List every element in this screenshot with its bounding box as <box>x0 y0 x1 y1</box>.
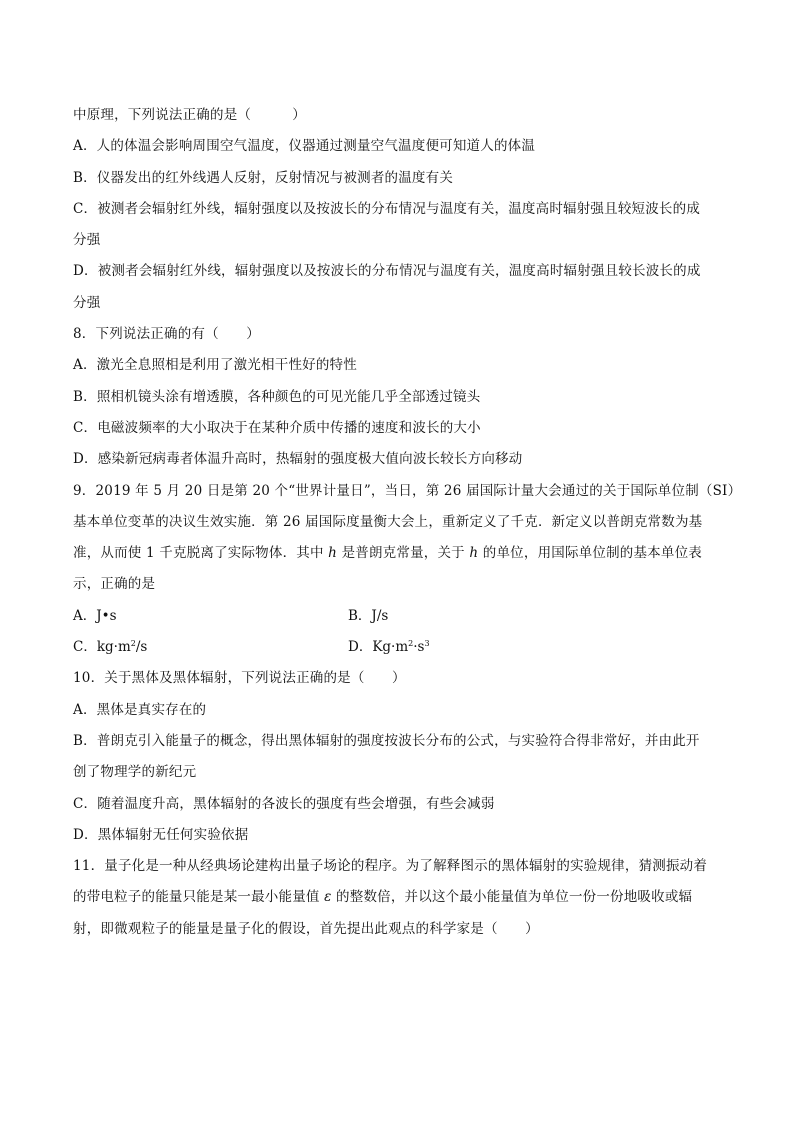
q8-stem: 8．下列说法正确的有（ ） <box>73 326 260 343</box>
q9-line3-pre: 准，从而使 1 千克脱离了实际物体．其中 <box>73 545 329 562</box>
q11-stem-line3: 射，即微观粒子的能量是量子化的假设，首先提出此观点的科学家是（ ） <box>73 920 539 937</box>
q10-option-b-line2: 创了物理学的新纪元 <box>73 764 197 781</box>
q7-option-a: A．人的体温会影响周围空气温度，仪器通过测量空气温度便可知道人的体温 <box>73 138 536 155</box>
planck-symbol-h: h <box>328 545 338 562</box>
q11-line2-post: 的整数倍，并以这个最小能量值为单位一份一份地吸收或辐 <box>331 889 693 906</box>
q9-options-row2 <box>73 632 723 663</box>
q9-option-d-exponent1: 2 <box>408 639 414 649</box>
q10-option-b-line1: B．普朗克引入能量子的概念，得出黑体辐射的强度按波长分布的公式，与实验符合得非常好，并由此开 <box>73 732 700 749</box>
epsilon-symbol: ε <box>324 889 332 906</box>
q8-option-b: B．照相机镜头涂有增透膜，各种颜色的可见光能几乎全部透过镜头 <box>73 388 481 405</box>
q9-option-c-base: C．kg·m <box>73 639 131 656</box>
q7-option-c-line1: C．被测者会辐射红外线，辐射强度以及按波长的分布情况与温度有关，温度高时辐射强且较短波长的成 <box>73 200 701 217</box>
q11-line2-pre: 的带电粒子的能量只能是某一最小能量值 <box>73 889 325 906</box>
q8-option-a: A．激光全息照相是利用了激光相干性好的特性 <box>73 357 357 374</box>
document-page <box>73 100 742 945</box>
q9-option-d <box>348 632 648 663</box>
q9-option-b: B．J/s <box>348 607 389 624</box>
q9-option-c-tail: /s <box>135 639 148 656</box>
q9-option-c <box>73 632 348 663</box>
q11-stem-line2 <box>73 882 723 913</box>
q7-option-b: B．仪器发出的红外线遇人反射，反射情况与被测者的温度有关 <box>73 169 454 186</box>
q7-option-c-line2: 分强 <box>73 232 101 249</box>
q10-option-d: D．黑体辐射无任何实验依据 <box>73 826 249 843</box>
q7-option-d-line1: D．被测者会辐射红外线，辐射强度以及按波长的分布情况与温度有关，温度高时辐射强且较长波长的成 <box>73 263 701 280</box>
q10-option-c: C．随着温度升高，黑体辐射的各波长的强度有些会增强，有些会减弱 <box>73 795 495 812</box>
q9-option-d-exponent2: 3 <box>424 639 430 649</box>
q11-stem-line1: 11．量子化是一种从经典场论建构出量子场论的程序。为了解释图示的黑体辐射的实验规律，猜测振动着 <box>73 858 708 875</box>
q8-option-d: D．感染新冠病毒者体温升高时，热辐射的强度极大值向波长较长方向移动 <box>73 451 523 468</box>
q9-option-a: A．J•s <box>73 607 117 624</box>
q9-stem-line1: 9．2019 年 5 月 20 日是第 20 个“世界计量日”，当日，第 26 届国际计量大会通过的关于国际单位制（SI） <box>73 482 742 499</box>
q10-option-a: A．黑体是真实存在的 <box>73 701 207 718</box>
q7-option-d-line2: 分强 <box>73 294 101 311</box>
q9-line3-post: 的单位，用国际单位制的基本单位表 <box>478 545 702 562</box>
q8-option-c: C．电磁波频率的大小取决于在某种介质中传播的速度和波长的大小 <box>73 419 481 436</box>
q7-stem-tail: 中原理，下列说法正确的是（ ） <box>73 107 306 123</box>
q9-line3-mid: 是普朗克常量，关于 <box>337 545 470 562</box>
q9-option-d-mid: ·s <box>413 639 425 656</box>
q9-option-d-base: D．Kg·m <box>348 639 409 656</box>
q9-stem-line2: 基本单位变革的决议生效实施．第 26 届国际度量衡大会上，重新定义了千克．新定义以普朗克常数为基 <box>73 513 703 530</box>
q9-stem-line3 <box>73 538 723 569</box>
planck-symbol-h-2: h <box>469 545 479 562</box>
q10-stem: 10．关于黑体及黑体辐射，下列说法正确的是（ ） <box>73 670 406 687</box>
q9-option-c-exponent: 2 <box>130 639 136 649</box>
q9-options-row1 <box>73 601 723 632</box>
q9-stem-line4: 示，正确的是 <box>73 576 156 593</box>
